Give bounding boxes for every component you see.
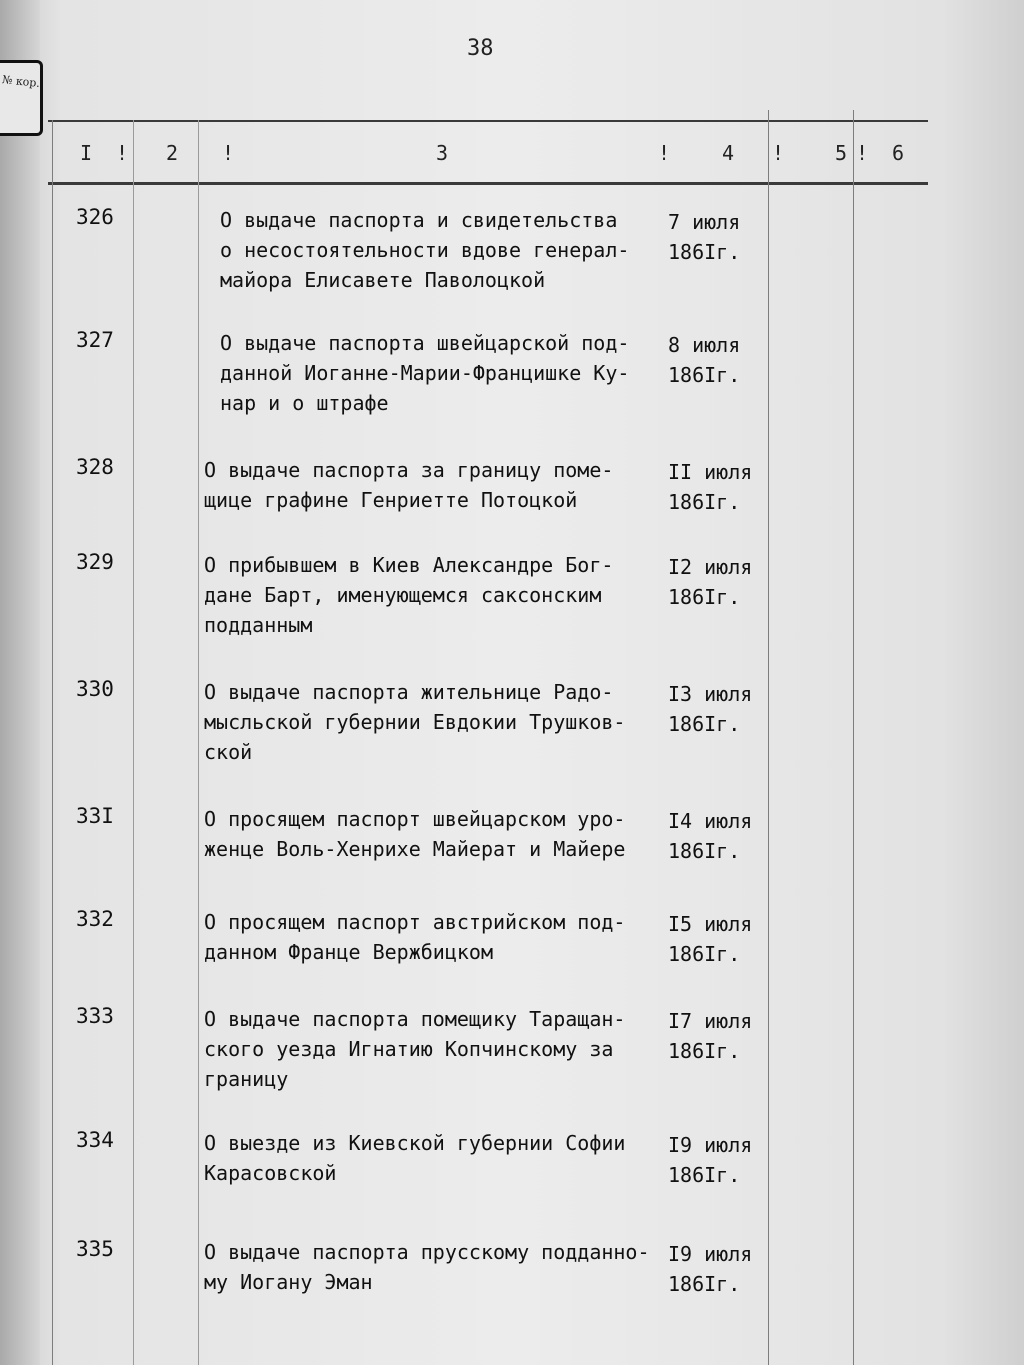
- record-description: О просящем паспорт швейцарском уро- женце Воль-Хенрихе Майерат и Майере: [204, 807, 626, 861]
- record-description: О выдаче паспорта жительнице Радо- мысльской губернии Евдокии Трушков- ской: [204, 680, 626, 764]
- record-number: 329: [76, 550, 114, 574]
- record-date: 7 июля 186Iг.: [668, 210, 741, 264]
- record-description: О прибывшем в Киев Александре Бог- дане Барт, именующемся саксонским подданным: [204, 553, 614, 637]
- column-separator: !: [222, 141, 235, 165]
- column-rule: [853, 110, 854, 1365]
- record-date: I4 июля 186Iг.: [668, 809, 753, 863]
- column-rule: [768, 110, 769, 1365]
- header-bottom-rule: [48, 182, 928, 185]
- header-top-rule: [48, 120, 928, 122]
- record-number: 333: [76, 1004, 114, 1028]
- record-description: О выдаче паспорта и свидетельства о несостоятельности вдове генерал- майора Елисавете Паволоцкой: [220, 208, 630, 292]
- column-separator: !: [658, 141, 671, 165]
- record-description: О выезде из Киевской губернии Софии Карасовской: [204, 1131, 626, 1185]
- column-number-2: 2: [166, 141, 179, 165]
- column-number-1: I: [80, 141, 93, 165]
- record-number: 326: [76, 205, 114, 229]
- record-date: I2 июля 186Iг.: [668, 555, 753, 609]
- column-number-4: 4: [722, 141, 735, 165]
- page-edge: [0, 0, 40, 1365]
- page-number: 38: [467, 36, 494, 61]
- record-number: 327: [76, 328, 114, 352]
- record-number: 332: [76, 907, 114, 931]
- column-rule: [133, 120, 134, 1365]
- record-date: 8 июля 186Iг.: [668, 333, 741, 387]
- column-separator: !: [772, 141, 785, 165]
- record-description: О выдаче паспорта за границу поме- щице графине Генриетте Потоцкой: [204, 458, 614, 512]
- record-number: 334: [76, 1128, 114, 1152]
- column-number-5: 5: [835, 141, 848, 165]
- column-number-3: 3: [436, 141, 449, 165]
- record-date: I9 июля 186Iг.: [668, 1133, 753, 1187]
- record-description: О выдаче паспорта прусскому подданно- му Иогану Эман: [204, 1240, 650, 1294]
- tab-label: № кор.: [1, 73, 41, 90]
- record-number: 335: [76, 1237, 114, 1261]
- record-date: I3 июля 186Iг.: [668, 682, 753, 736]
- record-date: I9 июля 186Iг.: [668, 1242, 753, 1296]
- index-tab: [0, 60, 43, 136]
- record-date: II июля 186Iг.: [668, 460, 753, 514]
- record-number: 33I: [76, 804, 114, 828]
- column-separator: !: [116, 141, 129, 165]
- record-description: О выдаче паспорта помещику Таращан- ского уезда Игнатию Копчинскому за границу: [204, 1007, 626, 1091]
- record-number: 330: [76, 677, 114, 701]
- column-rule: [52, 120, 53, 1365]
- record-number: 328: [76, 455, 114, 479]
- column-separator: !: [856, 141, 869, 165]
- record-description: О просящем паспорт австрийском под- данном Франце Вержбицком: [204, 910, 626, 964]
- record-description: О выдаче паспорта швейцарской под- данной Иоганне-Марии-Францишке Ку- нар и о штрафе: [220, 331, 630, 415]
- column-number-6: 6: [892, 141, 905, 165]
- column-rule: [198, 120, 199, 1365]
- record-date: I5 июля 186Iг.: [668, 912, 753, 966]
- record-date: I7 июля 186Iг.: [668, 1009, 753, 1063]
